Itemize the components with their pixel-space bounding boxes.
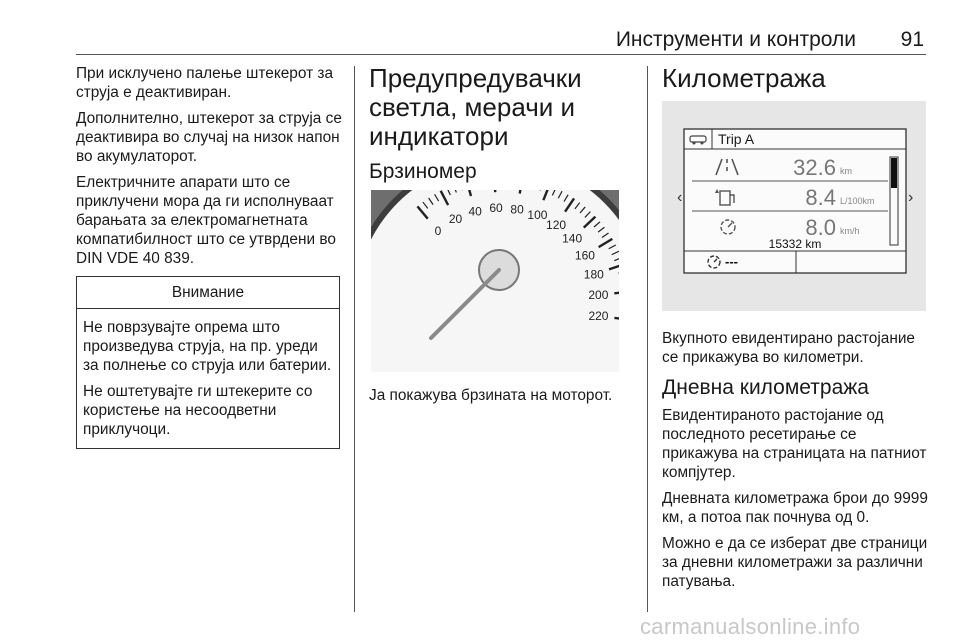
column-divider-left	[354, 66, 355, 612]
paragraph: Дневната километража брои до 9999 км, а потоа пак почнува од 0.	[662, 490, 928, 526]
trip-row-value: 8.4	[805, 185, 836, 210]
trip-row-unit: L/100km	[840, 196, 875, 206]
paragraph: Можно е да се изберат две страници за дневни километражи за различни патувања.	[662, 535, 928, 590]
gauge-scale-label: 160	[574, 248, 595, 263]
page-header	[76, 28, 926, 54]
gauge-scale-label: 60	[489, 201, 503, 216]
chevron-right-icon[interactable]: ›	[908, 189, 914, 206]
warning-box	[76, 276, 340, 449]
gauge-scale-label: 200	[588, 288, 609, 303]
speedometer-illustration	[371, 190, 619, 372]
chevron-left-icon[interactable]: ‹	[677, 189, 683, 206]
bottom-row-value: ---	[725, 254, 738, 269]
page-number: 91	[900, 28, 924, 51]
subsection-heading: Брзиномер	[369, 160, 477, 183]
trip-computer-display	[662, 101, 926, 311]
gauge-scale-label: 220	[588, 309, 609, 324]
column-right	[662, 64, 930, 598]
odometer-value: 15332 km	[768, 237, 822, 251]
section-heading: Километража	[662, 63, 826, 93]
header-rule	[76, 54, 926, 55]
paragraph: Не поврзувајте опрема што произведува струја, на пр. уреди за полнење со струја или батерии.	[83, 319, 332, 374]
gauge-major-tick	[494, 190, 495, 192]
trip-row-value: 8.0	[805, 215, 836, 240]
subsection-heading: Дневна километража	[662, 376, 869, 399]
paragraph: Евидентираното растојание од последното ресетирање се прикажува на страницата на патниот компјутер.	[662, 407, 927, 481]
gauge-scale-label: 20	[448, 212, 463, 227]
column-divider-right	[647, 66, 648, 612]
gauge-scale-label: 180	[583, 267, 604, 282]
paragraph: При исклучено палење штекерот за струја е деактивиран.	[76, 65, 334, 101]
gauge-scale-label: 100	[527, 208, 548, 223]
paragraph: Не оштетувајте ги штекерите со користење на несоодветни приклучоци.	[83, 383, 313, 438]
scrollbar-thumb[interactable]	[891, 158, 897, 188]
gauge-scale-label: 120	[546, 217, 567, 232]
paragraph: Дополнително, штекерот за струја се деактивира во случај на низок напон во акумулаторот.	[76, 110, 342, 165]
warning-body	[77, 309, 339, 448]
trip-row-unit: km/h	[840, 226, 860, 236]
figure-caption: Ја покажува брзината на моторот.	[369, 387, 613, 404]
section-heading: Предупредувачки светла, мерачи и индикатори	[369, 63, 582, 151]
trip-row-unit: km	[840, 166, 852, 176]
column-left	[76, 64, 344, 449]
trip-row-value: 32.6	[793, 155, 836, 180]
header-title: Инструменти и контроли	[615, 28, 856, 51]
column-middle	[369, 64, 633, 412]
trip-title: Trip A	[718, 131, 755, 147]
gauge-scale-label: 0	[434, 223, 442, 238]
warning-title: Внимание	[77, 277, 339, 309]
gauge-scale-label: 40	[468, 204, 482, 219]
gauge-scale-label: 80	[510, 202, 524, 217]
watermark: carmanualsonline.info	[640, 614, 861, 639]
figure-caption: Вкупното евидентирано растојание се прикажува во километри.	[662, 330, 915, 366]
gauge-scale-label: 140	[562, 231, 583, 246]
paragraph: Електричните апарати што се приклучени мора да ги исполнуваат барањата за електромагнетната компатибилност што се утврдени во DIN VDE 40 839.	[76, 174, 336, 267]
